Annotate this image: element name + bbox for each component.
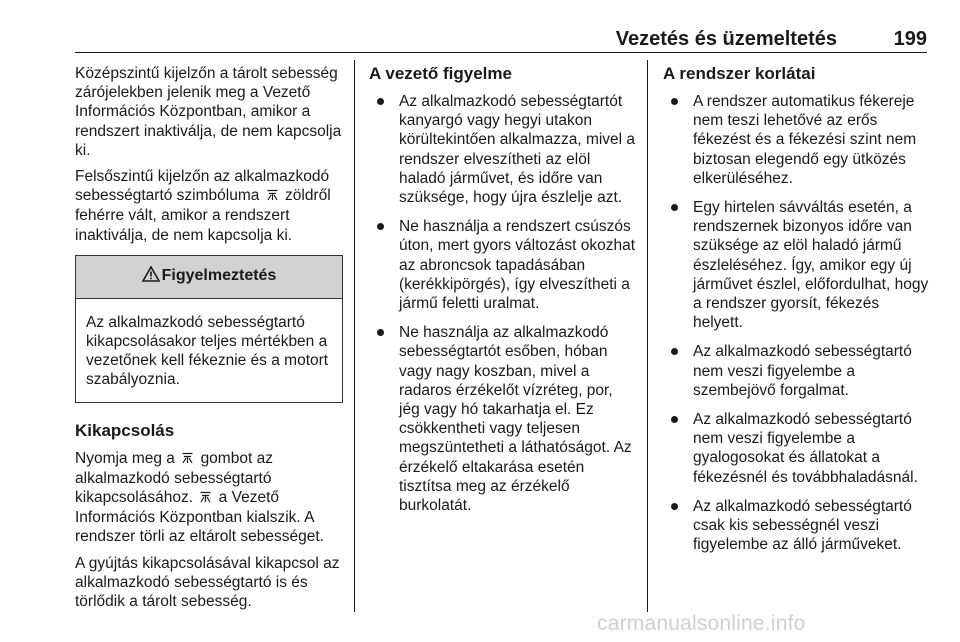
column-divider [354, 60, 355, 612]
bullet-list [369, 92, 637, 515]
column-divider [647, 60, 648, 612]
watermark: carmanualsonline.info [597, 612, 806, 635]
warning-triangle-icon [142, 266, 160, 288]
adaptive-cruise-icon [266, 187, 279, 206]
bullet-icon [671, 98, 678, 105]
page-number: 199 [893, 28, 927, 50]
column-3 [663, 64, 931, 564]
warning-box [75, 255, 343, 403]
bullet-icon [377, 329, 384, 336]
bullet-icon [671, 416, 678, 423]
section-heading: A rendszer korlátai [663, 64, 816, 83]
bullet-icon [671, 348, 678, 355]
header-rule [75, 52, 927, 53]
paragraph: A gyújtás kikapcsolásával kikapcsol az alkalmazkodó sebességtartó is és törlődik a tárolt sebesség. [75, 554, 340, 611]
page-title: Vezetés és üzemeltetés [615, 28, 837, 50]
paragraph: Felsőszintű kijelzőn az alkalmazkodó sebességtartó szimbóluma zöldről fehérre vált, amikor a rendszert inaktiválja, de nem kapcsolja ki. [75, 168, 331, 244]
warning-text: Az alkalmazkodó sebességtartó kikapcsolásakor teljes mértékben a vezetőnek kell fékeznie és a motort szabályoznia. [86, 313, 329, 389]
list-item: Ne használja az alkalmazkodó sebességtartót esőben, hóban vagy nagy koszban, mivel a radaros érzékelőt vízréteg, por, jég vagy hó takarhatja el. Ez csökkentheti vagy teljesen megszüntetheti a láthatóságot. Az érzékelő eltakarása esetén tisztítsa meg az érzékelő burkolatát. [369, 323, 637, 515]
list-item: Egy hirtelen sávváltás esetén, a rendszernek bizonyos időre van szüksége az elöl haladó jármű észleléséhez. Így, amikor egy új járművet észlel, előfordulhat, hogy a rendszer gyorsít, fékezés helyett. [663, 198, 931, 332]
bullet-icon [377, 98, 384, 105]
list-item: Az alkalmazkodó sebességtartó nem veszi figyelembe a gyalogosokat és állatokat a fékezésnél és továbbhaladásnál. [663, 410, 931, 487]
warning-title: Figyelmeztetés [161, 266, 277, 284]
bullet-icon [671, 503, 678, 510]
list-item: Az alkalmazkodó sebességtartó nem veszi figyelembe a szembejövő forgalmat. [663, 342, 931, 400]
adaptive-cruise-icon [199, 489, 212, 508]
bullet-icon [377, 223, 384, 230]
list-item: A rendszer automatikus fékereje nem teszi lehetővé az erős fékezést és a fékezési szint nem biztosan elegendő egy ütközés elkerüléséhez. [663, 92, 931, 188]
bullet-list [663, 92, 931, 554]
paragraph: Középszintű kijelzőn a tárolt sebesség zárójelekben jelenik meg a Vezető Információs Központban, amikor a rendszert inaktiválja, de nem kapcsolja ki. [75, 65, 342, 159]
list-item: Az alkalmazkodó sebességtartót kanyargó vagy hegyi utakon körültekintően alkalmazza, mivel a rendszer elveszítheti az elöl haladó járművet, és időre van szüksége, hogy újra észlelje azt. [369, 92, 637, 207]
warning-header [76, 256, 342, 299]
paragraph: Nyomja meg a gombot az alkalmazkodó sebességtartó kikapcsolásához. a Vezető Információs Központban kialszik. A rendszer törli az eltárolt sebességet. [75, 449, 324, 546]
page-header [75, 28, 927, 50]
column-1 [75, 64, 343, 618]
list-item: Ne használja a rendszert csúszós úton, mert gyors változást okozhat az abroncsok tapadásában (kerékkipörgés), így elveszítheti a jármű feletti uralmat. [369, 217, 637, 313]
section-heading: A vezető figyelme [369, 64, 512, 83]
section-heading: Kikapcsolás [75, 420, 175, 440]
adaptive-cruise-icon [181, 450, 194, 469]
column-2 [369, 64, 637, 525]
list-item: Az alkalmazkodó sebességtartó csak kis sebességnél veszi figyelembe az álló járműveket. [663, 497, 931, 555]
bullet-icon [671, 204, 678, 211]
